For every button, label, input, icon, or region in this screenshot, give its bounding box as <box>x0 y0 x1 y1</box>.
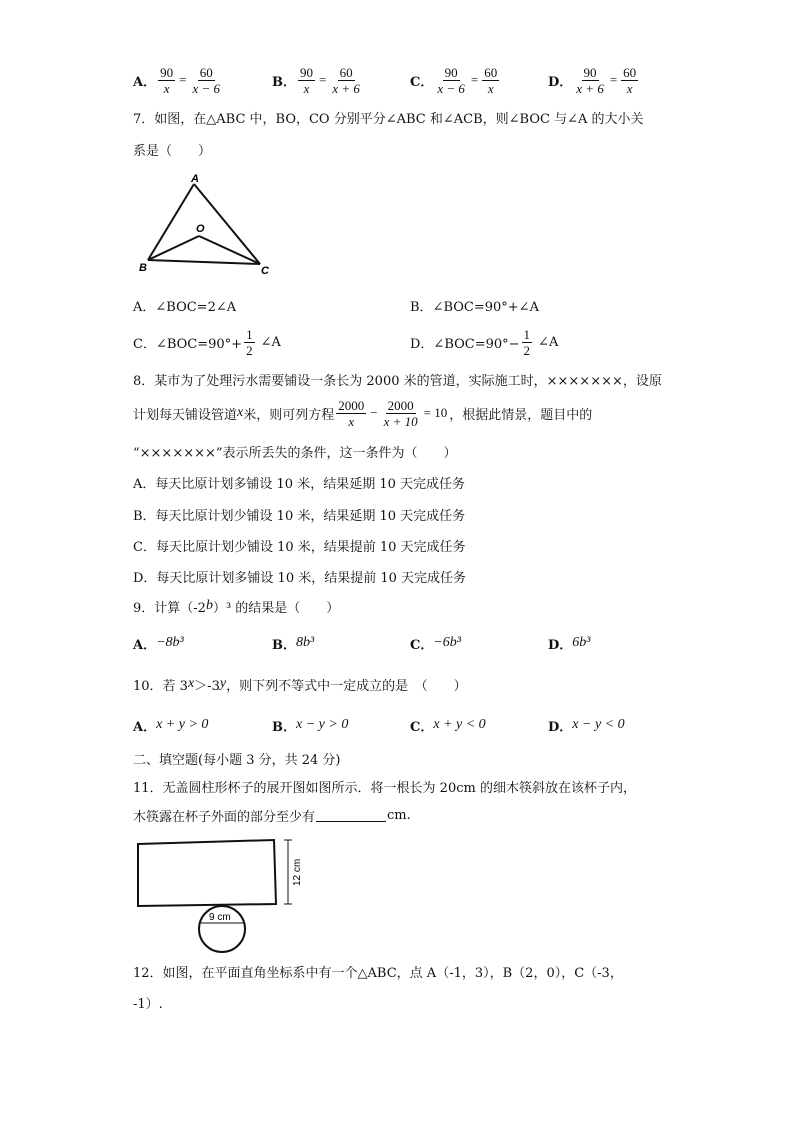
q6-d-right-fraction: $\frac{60}{x}$ <box>623 64 637 96</box>
q11-unrolled-side-rectangle <box>138 840 276 906</box>
q7-option-a[interactable]: A．∠BOC=2∠A <box>133 300 237 315</box>
q10-option-b[interactable]: B． x − y > 0 <box>272 717 349 735</box>
q6-option-a-letter: A． <box>133 74 157 90</box>
q6-a-left-fraction: $\frac{90}{x}$ <box>160 64 174 96</box>
q7-segment-co <box>199 236 260 264</box>
q7-triangle-figure <box>136 170 286 280</box>
q6-option-c-letter: C． <box>410 74 434 90</box>
q6-b-right-fraction: $\frac{60}{x + 6}$ <box>332 64 360 96</box>
q6-option-b[interactable]: B． $\frac{90}{x}$ = $\frac{60}{x + 6}$ <box>272 64 360 96</box>
q9-option-b[interactable]: B． 8b³ <box>272 635 315 653</box>
q6-d-left-fraction: $\frac{90}{x + 6}$ <box>576 64 604 96</box>
q8-stem-line3: “×××××××”表示所丢失的条件，这一条件为（ ） <box>133 446 457 461</box>
q6-option-d[interactable]: D． $\frac{90}{x + 6}$ = $\frac{60}{x}$ <box>548 64 637 96</box>
q7-label-o: O <box>196 223 205 235</box>
q6-b-left-fraction: $\frac{90}{x}$ <box>300 64 313 96</box>
q7-option-d[interactable]: D．∠BOC=90°− $\frac{1}{2}$ ∠A <box>410 326 559 358</box>
q9-option-d[interactable]: D． 6b³ <box>548 635 591 653</box>
q8-stem-line2: 计划每天铺设管道 x 米，则可列方程 $\frac{2000}{x}$ − $\frac{2000}{x + 10}$ = 10 ，根据此情景，题目中的 <box>133 397 593 429</box>
q7-side-bc <box>148 260 260 264</box>
q7-c-half-fraction: $\frac{1}{2}$ <box>246 326 253 358</box>
q9-stem: 9．计算（-2 b ）³ 的结果是（ ） <box>133 598 340 616</box>
q11-cup-net-figure <box>134 836 304 954</box>
q7-d-half-fraction: $\frac{1}{2}$ <box>523 326 531 358</box>
q11-height-label: 12 cm <box>292 858 303 886</box>
q8-option-d[interactable]: D．每天比原计划多铺设 10 米，结果提前 10 天完成任务 <box>133 571 467 586</box>
q10-option-c[interactable]: C． x + y < 0 <box>410 717 486 735</box>
q12-stem-line1: 12．如图，在平面直角坐标系中有一个△ABC，点 A（-1，3），B（2，0），C（-3， <box>133 966 623 981</box>
q7-stem-line1: 7．如图，在△ABC 中，BO，CO 分别平分∠ABC 和∠ACB，则∠BOC 与∠A 的大小关 <box>133 112 644 127</box>
section-2-heading: 二、填空题(每小题 3 分，共 24 分) <box>133 753 341 768</box>
q7-label-c: C <box>261 265 269 277</box>
q11-stem-line1: 11．无盖圆柱形杯子的展开图如图所示．将一根长为 20cm 的细木筷斜放在该杯子内， <box>133 781 636 796</box>
q10-stem: 10．若 3 x ＞-3 y ，则下列不等式中一定成立的是 （ ） <box>133 676 467 694</box>
q10-option-d[interactable]: D． x − y < 0 <box>548 717 625 735</box>
q11-answer-blank[interactable] <box>316 809 386 822</box>
q7-label-b: B <box>139 262 147 274</box>
q11-diameter-label: 9 cm <box>209 912 231 923</box>
q8-stem-line1: 8．某市为了处理污水需要铺设一条长为 2000 米的管道，实际施工时，×××××××，设原 <box>133 374 662 389</box>
q6-option-b-letter: B． <box>272 74 296 90</box>
q8-fraction-1: $\frac{2000}{x}$ <box>338 397 365 429</box>
q7-stem-line2: 系是（ ） <box>133 144 212 159</box>
q7-label-a: A <box>191 173 199 185</box>
q6-a-right-fraction: $\frac{60}{x - 6}$ <box>192 64 220 96</box>
q12-stem-line2: -1）. <box>133 997 163 1012</box>
q6-c-right-fraction: $\frac{60}{x}$ <box>484 64 498 96</box>
q8-option-a[interactable]: A．每天比原计划多铺设 10 米，结果延期 10 天完成任务 <box>133 477 466 492</box>
q8-fraction-2: $\frac{2000}{x + 10}$ <box>383 397 418 429</box>
q10-option-a[interactable]: A． x + y > 0 <box>133 717 209 735</box>
q7-option-b[interactable]: B．∠BOC=90°+∠A <box>410 300 539 315</box>
q6-option-a[interactable]: A． $\frac{90}{x}$ = $\frac{60}{x - 6}$ <box>133 64 220 96</box>
q6-option-d-letter: D． <box>548 74 573 90</box>
q11-stem-line2: 木筷露在杯子外面的部分至少有 cm. <box>133 807 411 825</box>
q9-option-a[interactable]: A． −8b³ <box>133 635 184 653</box>
q9-option-c[interactable]: C． −6b³ <box>410 635 462 653</box>
q8-option-b[interactable]: B．每天比原计划少铺设 10 米，结果延期 10 天完成任务 <box>133 509 466 524</box>
q6-c-left-fraction: $\frac{90}{x - 6}$ <box>437 64 465 96</box>
q6-option-c[interactable]: C． $\frac{90}{x - 6}$ = $\frac{60}{x}$ <box>410 64 498 96</box>
q7-option-c[interactable]: C．∠BOC=90°+ $\frac{1}{2}$ ∠A <box>133 326 281 358</box>
q8-option-c[interactable]: C．每天比原计划少铺设 10 米，结果提前 10 天完成任务 <box>133 540 466 555</box>
